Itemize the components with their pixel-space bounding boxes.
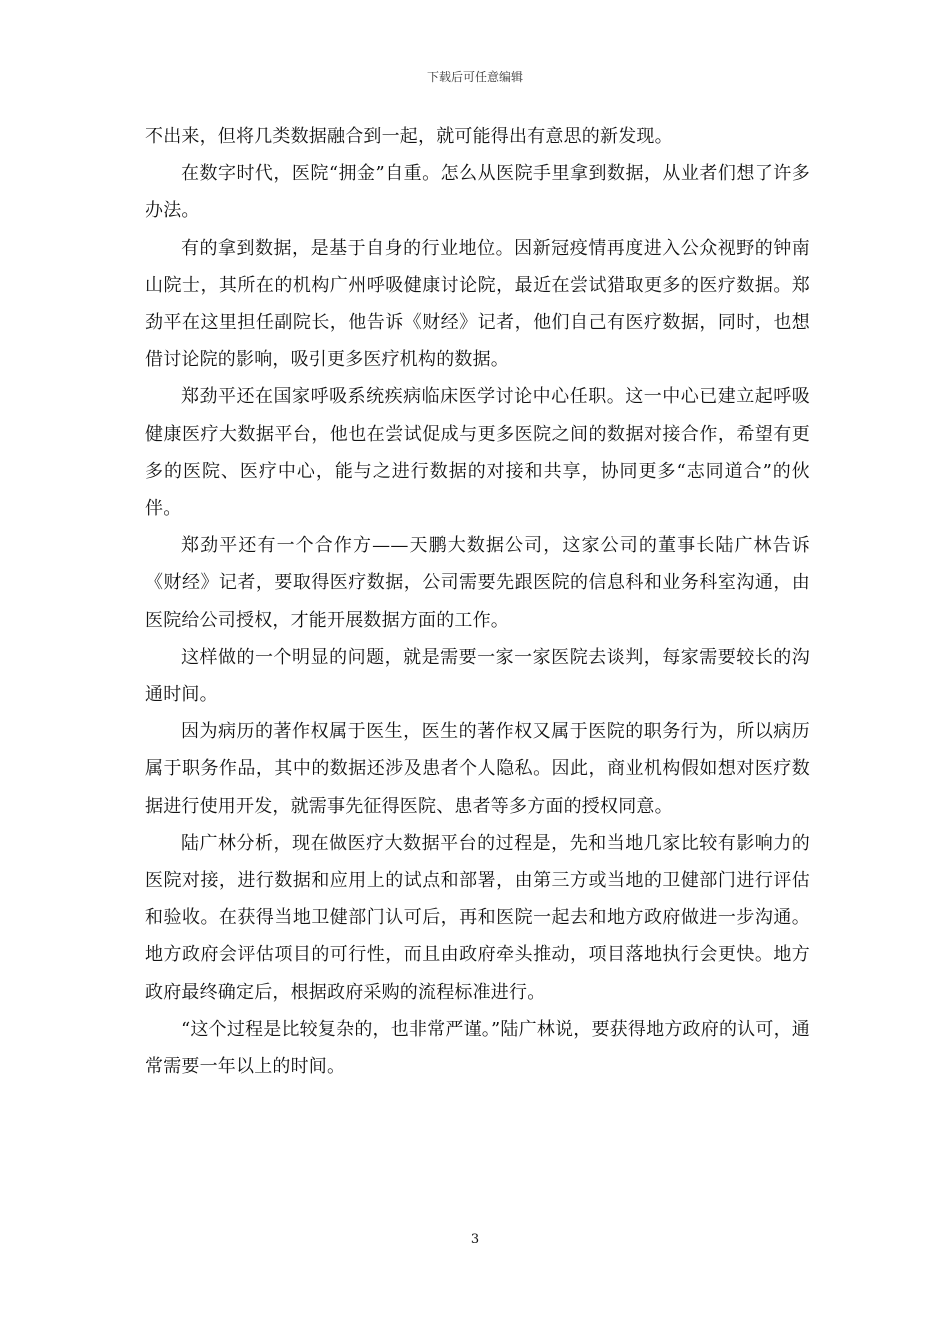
paragraph: 因为病历的著作权属于医生，医生的著作权又属于医院的职务行为，所以病历属于职务作品，其中的数据还涉及患者个人隐私。因此，商业机构假如想对医疗数据进行使用开发，就需事先征得医院、患者等多方面的授权同意。 — [145, 721, 810, 817]
page-number: 3 — [470, 1232, 480, 1247]
paragraph: 在数字时代，医院“拥金”自重。怎么从医院手里拿到数据，从业者们想了许多办法。 — [145, 163, 810, 222]
paragraph: 陆广林分析，现在做医疗大数据平台的过程是，先和当地几家比较有影响力的医院对接，进行数据和应用上的试点和部署，由第三方或当地的卫健部门进行评估和验收。在获得当地卫健部门认可后，再和医院一起去和地方政府做进一步沟通。地方政府会评估项目的可行性，而且由政府牵头推动，项目落地执行会更快。地方政府最终确定后，根据政府采购的流程标准进行。 — [145, 832, 810, 1003]
paragraph: 这样做的一个明显的问题，就是需要一家一家医院去谈判，每家需要较长的沟通时间。 — [145, 646, 810, 706]
paragraph: “这个过程是比较复杂的，也非常严谨。”陆广林说，要获得地方政府的认可，通常需要一年以上的时间。 — [145, 1018, 810, 1078]
paragraph: 郑劲平还有一个合作方——天鹏大数据公司，这家公司的董事长陆广林告诉《财经》记者，要取得医疗数据，公司需要先跟医院的信息科和业务科室沟通，由医院给公司授权，才能开展数据方面的工作。 — [145, 535, 810, 631]
paragraph-continuation: 不出来，但将几类数据融合到一起，就可能得出有意思的新发现。 — [145, 126, 673, 147]
paragraph: 有的拿到数据，是基于自身的行业地位。因新冠疫情再度进入公众视野的钟南山院士，其所在的机构广州呼吸健康讨论院，最近在尝试猎取更多的医疗数据。郑劲平在这里担任副院长，他告诉《财经》记者，他们自己有医疗数据，同时，也想借讨论院的影响，吸引更多医疗机构的数据。 — [145, 237, 810, 371]
body-text — [145, 118, 810, 1085]
page-header: 下载后可任意编辑 — [426, 70, 523, 84]
paragraph: 郑劲平还在国家呼吸系统疾病临床医学讨论中心任职。这一中心已建立起呼吸健康医疗大数据平台，他也在尝试促成与更多医院之间的数据对接合作，希望有更多的医院、医疗中心，能与之进行数据的对接和共享，协同更多“志同道合”的伙伴。 — [145, 386, 810, 520]
